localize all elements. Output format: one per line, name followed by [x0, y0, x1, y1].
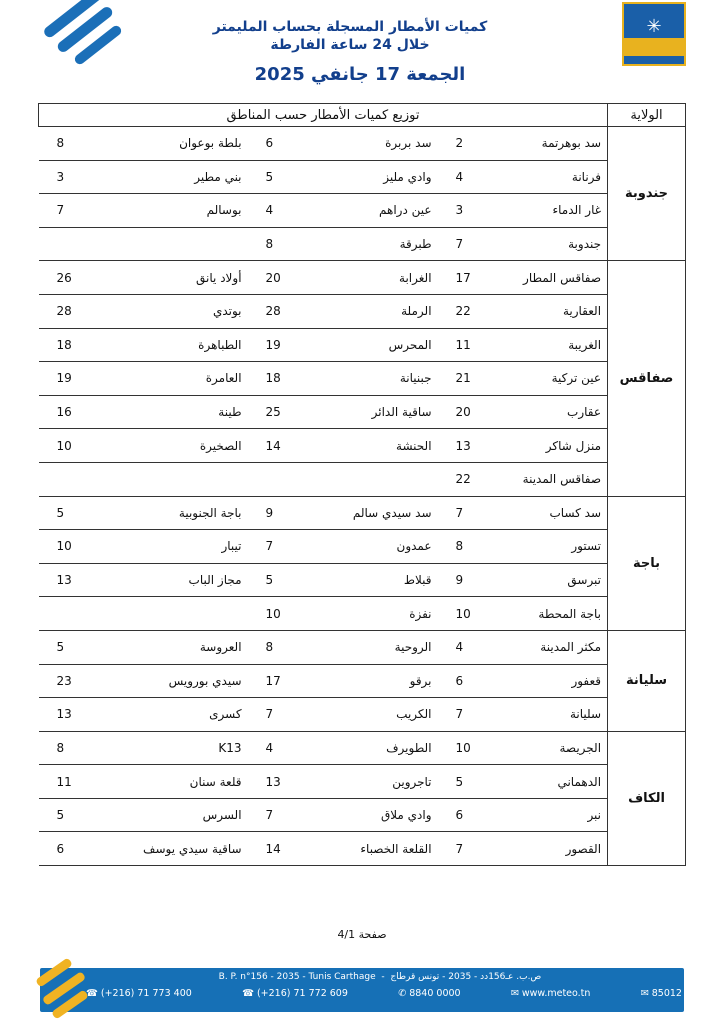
station-name: [98, 227, 248, 261]
toll-free-value: 8840 0000: [409, 988, 461, 999]
title-line-1: كميات الأمطار المسجلة بحساب المليمتر: [212, 19, 488, 35]
phone-number: ☎ (+216) 71 772 609: [242, 988, 348, 999]
station-name: وادي مليز: [298, 160, 438, 194]
rainfall-value: [248, 462, 298, 496]
rainfall-value: 9: [438, 563, 488, 597]
station-name: سد بربرة: [298, 127, 438, 161]
station-name: سد بوهرتمة: [488, 127, 608, 161]
fax-number: ☎ (+216) 71 773 400: [86, 988, 192, 999]
station-name: القصور: [488, 832, 608, 866]
table-row: [39, 563, 686, 597]
rainfall-value: 7: [438, 227, 488, 261]
rainfall-value: 13: [248, 765, 298, 799]
station-name: بوسالم: [98, 194, 248, 228]
rainfall-value: 22: [438, 294, 488, 328]
rainfall-value: 20: [438, 395, 488, 429]
table-row: [39, 798, 686, 832]
rainfall-value: 28: [248, 294, 298, 328]
rainfall-value: 4: [248, 194, 298, 228]
address-fr: B. P. n°156 - 2035 - Tunis Carthage: [218, 972, 376, 982]
station-name: سد سيدي سالم: [298, 496, 438, 530]
rainfall-value: 4: [438, 160, 488, 194]
station-name: بوتدي: [98, 294, 248, 328]
station-name: K13: [98, 731, 248, 765]
rainfall-value: 7: [39, 194, 98, 228]
station-name: بني مطير: [98, 160, 248, 194]
rainfall-value: 6: [248, 127, 298, 161]
rainfall-value: 18: [248, 362, 298, 396]
rainfall-value: 3: [39, 160, 98, 194]
rainfall-value: 14: [248, 832, 298, 866]
station-name: باجة الجنوبية: [98, 496, 248, 530]
governorate-cell: جندوبة: [608, 127, 686, 261]
rainfall-value: 7: [438, 496, 488, 530]
station-name: الحنشة: [298, 429, 438, 463]
rainfall-value: 7: [248, 798, 298, 832]
station-name: [298, 462, 438, 496]
station-name: طبرقة: [298, 227, 438, 261]
rainfall-value: 16: [39, 395, 98, 429]
rainfall-value: 2: [438, 127, 488, 161]
logo-wave: [624, 56, 684, 64]
rainfall-value: 8: [248, 630, 298, 664]
rainfall-value: 5: [39, 496, 98, 530]
table-row: [39, 395, 686, 429]
rainfall-value: 8: [438, 530, 488, 564]
rainfall-value: 20: [248, 261, 298, 295]
station-name: العروسة: [98, 630, 248, 664]
page-number: صفحة 4/1: [337, 928, 387, 941]
rainfall-value: 23: [39, 664, 98, 698]
station-name: السرس: [98, 798, 248, 832]
address-ar: ص.ب. عـ156دد - 2035 - تونس قرطاج: [390, 972, 542, 982]
rainfall-value: 8: [39, 127, 98, 161]
rainfall-value: 4: [438, 630, 488, 664]
report-date: الجمعة 17 جانفي 2025: [254, 64, 466, 85]
station-name: [98, 597, 248, 631]
station-name: العقارية: [488, 294, 608, 328]
station-name: قعفور: [488, 664, 608, 698]
station-name: الرملة: [298, 294, 438, 328]
rainfall-value: 7: [248, 530, 298, 564]
station-name: قلعة سنان: [98, 765, 248, 799]
rainfall-value: 10: [39, 530, 98, 564]
station-name: ساقية الدائر: [298, 395, 438, 429]
rainfall-value: 19: [248, 328, 298, 362]
station-name: المحرس: [298, 328, 438, 362]
station-name: أولاد يانق: [98, 261, 248, 295]
table-row: [39, 429, 686, 463]
rainfall-value: 7: [248, 698, 298, 732]
rainfall-value: 6: [39, 832, 98, 866]
meteo-logo: [622, 2, 686, 66]
rainfall-value: 14: [248, 429, 298, 463]
footer-address: B. P. n°156 - 2035 - Tunis Carthage - ص.ب. عـ156دد - 2035 - تونس قرطاج: [218, 972, 542, 982]
table-row: [39, 261, 686, 295]
table-row: [39, 127, 686, 161]
rainfall-value: 5: [248, 563, 298, 597]
table-row: [39, 731, 686, 765]
rainfall-value: 11: [39, 765, 98, 799]
station-name: بلطة بوعوان: [98, 127, 248, 161]
table-row: [39, 597, 686, 631]
governorate-cell: باجة: [608, 496, 686, 630]
rainfall-value: 5: [248, 160, 298, 194]
rainfall-value: 22: [438, 462, 488, 496]
rainfall-value: 6: [438, 798, 488, 832]
station-name: كسرى: [98, 698, 248, 732]
rainfall-value: 28: [39, 294, 98, 328]
governorate-cell: الكاف: [608, 731, 686, 865]
rainfall-value: 17: [438, 261, 488, 295]
station-name: الجريصة: [488, 731, 608, 765]
rainfall-value: [39, 462, 98, 496]
rainfall-value: 26: [39, 261, 98, 295]
station-name: الطويرف: [298, 731, 438, 765]
fax-value: (+216) 71 773 400: [100, 988, 192, 999]
station-name: جبنيانة: [298, 362, 438, 396]
governorate-cell: صفاقس: [608, 261, 686, 496]
sms-number: ✉ 85012: [640, 988, 682, 999]
station-name: تبرسق: [488, 563, 608, 597]
station-name: وادي ملاق: [298, 798, 438, 832]
rainfall-value: 10: [39, 429, 98, 463]
rainfall-value: 6: [438, 664, 488, 698]
rainfall-value: 18: [39, 328, 98, 362]
rainfall-value: 5: [438, 765, 488, 799]
website-value[interactable]: www.meteo.tn: [521, 988, 591, 999]
table-row: [39, 362, 686, 396]
station-name: الكريب: [298, 698, 438, 732]
table-body: [39, 127, 686, 866]
table-row: [39, 832, 686, 866]
rainfall-value: 21: [438, 362, 488, 396]
table-row: [39, 530, 686, 564]
station-name: نبر: [488, 798, 608, 832]
report-title: [200, 18, 500, 54]
table-row: [39, 630, 686, 664]
rainfall-value: 5: [39, 630, 98, 664]
rainfall-value: 5: [39, 798, 98, 832]
rainfall-value: 10: [438, 597, 488, 631]
table-row: [39, 765, 686, 799]
station-name: سيدي بورويس: [98, 664, 248, 698]
station-name: عين دراهم: [298, 194, 438, 228]
logo-wave: [624, 38, 684, 56]
station-name: الغريبة: [488, 328, 608, 362]
toll-free-number: ✆ 8840 0000: [398, 988, 461, 999]
table-row: [39, 664, 686, 698]
station-name: صفاقس المطار: [488, 261, 608, 295]
rainfall-value: 25: [248, 395, 298, 429]
rainfall-value: 7: [438, 832, 488, 866]
station-name: عقارب: [488, 395, 608, 429]
title-line-2: خلال 24 ساعة الفارطة: [270, 37, 430, 53]
station-name: منزل شاكر: [488, 429, 608, 463]
station-name: فرنانة: [488, 160, 608, 194]
station-name: نفزة: [298, 597, 438, 631]
rainfall-value: [39, 227, 98, 261]
phone-value: (+216) 71 772 609: [256, 988, 348, 999]
station-name: الغرابة: [298, 261, 438, 295]
station-name: باجة المحطة: [488, 597, 608, 631]
table-row: [39, 227, 686, 261]
station-name: تيبار: [98, 530, 248, 564]
rainfall-value: 8: [248, 227, 298, 261]
rainfall-table: [38, 103, 686, 866]
rainfall-value: 3: [438, 194, 488, 228]
sms-value: 85012: [651, 988, 682, 999]
station-name: الطباهرة: [98, 328, 248, 362]
station-name: ساقية سيدي يوسف: [98, 832, 248, 866]
rainfall-value: 7: [438, 698, 488, 732]
distribution-header: توزيع كميات الأمطار حسب المناطق: [39, 104, 608, 127]
rainfall-value: 19: [39, 362, 98, 396]
station-name: العامرة: [98, 362, 248, 396]
table-row: [39, 294, 686, 328]
station-name: غار الدماء: [488, 194, 608, 228]
rainfall-value: 10: [438, 731, 488, 765]
table-row: [39, 698, 686, 732]
station-name: مجاز الباب: [98, 563, 248, 597]
station-name: صفاقس المدينة: [488, 462, 608, 496]
station-name: عمدون: [298, 530, 438, 564]
station-name: قبلاط: [298, 563, 438, 597]
footer-contacts: [86, 988, 682, 999]
rainfall-value: 10: [248, 597, 298, 631]
rainfall-value: 13: [39, 698, 98, 732]
rainfall-value: 13: [39, 563, 98, 597]
rainfall-value: 17: [248, 664, 298, 698]
table-header: [39, 104, 686, 127]
table-row: [39, 160, 686, 194]
station-name: طينة: [98, 395, 248, 429]
station-name: القلعة الخصباء: [298, 832, 438, 866]
rainfall-value: [39, 597, 98, 631]
rainfall-value: 4: [248, 731, 298, 765]
rainfall-value: 11: [438, 328, 488, 362]
rainfall-value: 8: [39, 731, 98, 765]
governorate-cell: سليانة: [608, 630, 686, 731]
station-name: جندوبة: [488, 227, 608, 261]
station-name: سليانة: [488, 698, 608, 732]
rainfall-value: 9: [248, 496, 298, 530]
station-name: الدهماني: [488, 765, 608, 799]
station-name: [98, 462, 248, 496]
website-link[interactable]: ✉ www.meteo.tn: [510, 988, 591, 999]
station-name: عين تركية: [488, 362, 608, 396]
snowflake-icon: ✳: [646, 16, 662, 37]
table-row: [39, 194, 686, 228]
station-name: مكثر المدينة: [488, 630, 608, 664]
station-name: تاجروين: [298, 765, 438, 799]
governorate-header: الولاية: [608, 104, 686, 127]
station-name: الصخيرة: [98, 429, 248, 463]
station-name: تستور: [488, 530, 608, 564]
station-name: برقو: [298, 664, 438, 698]
table-row: [39, 496, 686, 530]
table-row: [39, 462, 686, 496]
table-row: [39, 328, 686, 362]
station-name: الروحية: [298, 630, 438, 664]
rainfall-value: 13: [438, 429, 488, 463]
station-name: سد كساب: [488, 496, 608, 530]
